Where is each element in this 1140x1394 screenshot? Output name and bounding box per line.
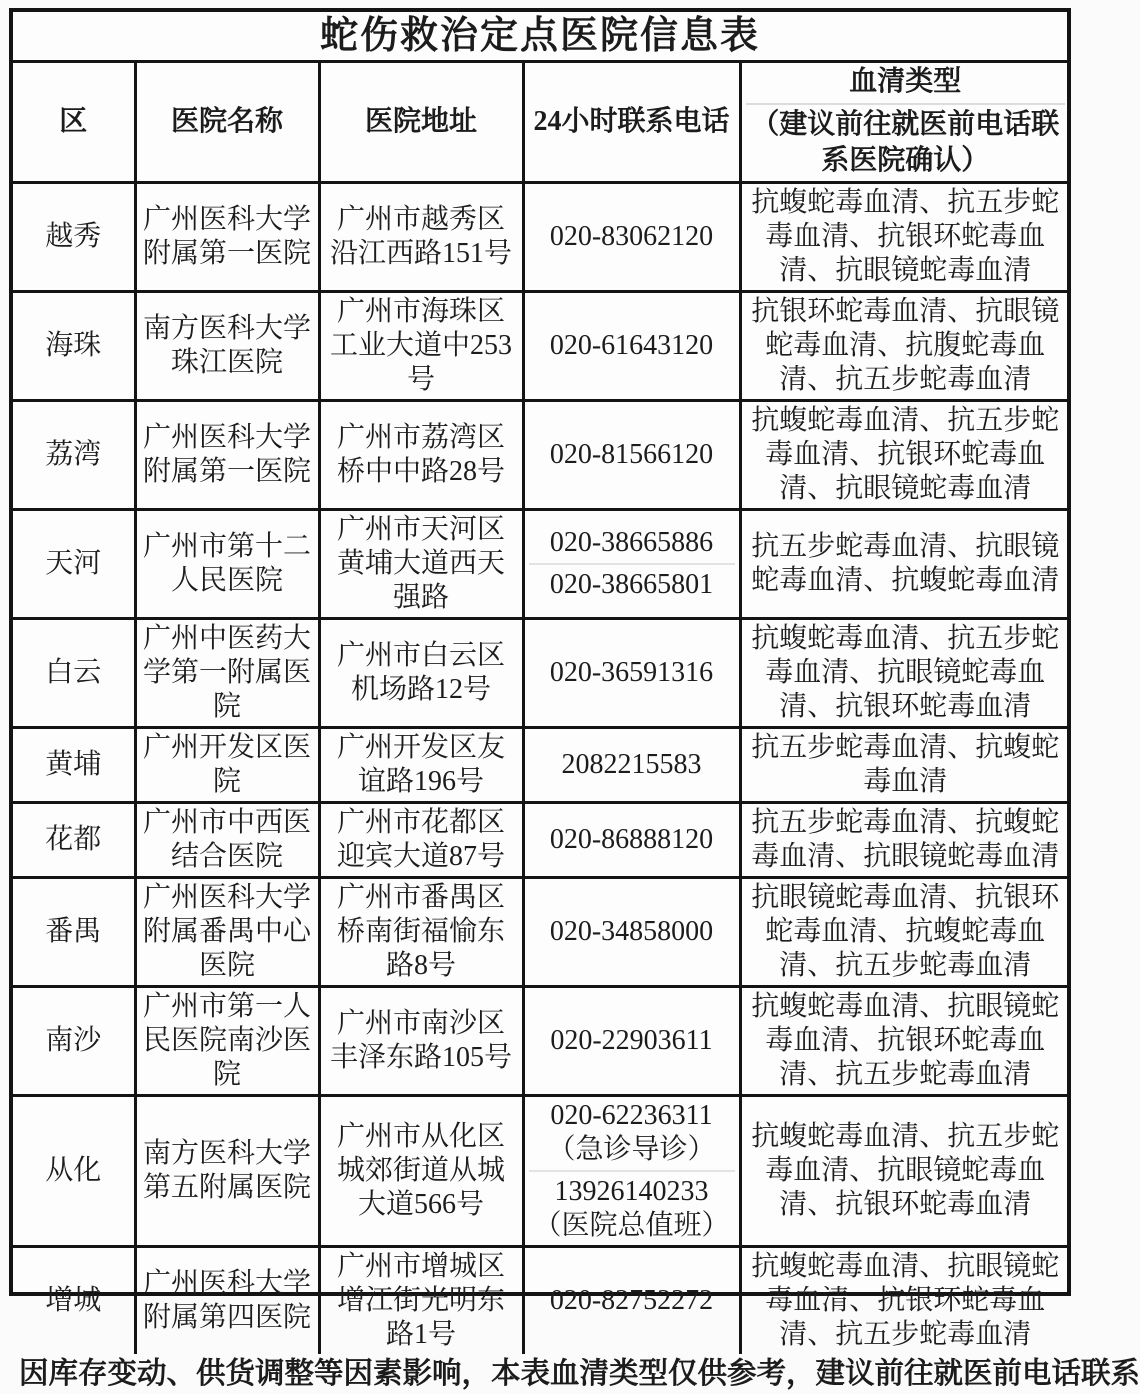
cell-address bbox=[319, 878, 523, 987]
header-serum-type-label: 血清类型 bbox=[746, 65, 1066, 105]
cell-serum bbox=[740, 803, 1069, 878]
table-row bbox=[13, 183, 1069, 292]
hospital-name: 广州开发区医院 bbox=[142, 732, 311, 797]
table-row bbox=[13, 728, 1069, 803]
table-row bbox=[13, 1096, 1069, 1247]
serum-types: 抗眼镜蛇毒血清、抗银环蛇毒血清、抗蝮蛇毒血清、抗五步蛇毒血清 bbox=[751, 882, 1060, 981]
cell-phone bbox=[523, 510, 740, 619]
cell-address bbox=[319, 183, 523, 292]
cell-address bbox=[319, 1096, 523, 1247]
hospital-name: 广州医科大学附属番禺中心医院 bbox=[142, 882, 311, 981]
phone-number: 020-62236311（急诊导诊） bbox=[547, 1100, 716, 1165]
table-row bbox=[13, 401, 1069, 510]
cell-hospital bbox=[135, 183, 319, 292]
phone-number: 020-82752272 bbox=[549, 1285, 714, 1316]
header-hospital-label: 医院名称 bbox=[170, 106, 283, 137]
cell-hospital bbox=[135, 1247, 319, 1355]
cell-phone bbox=[523, 619, 740, 728]
cell-address bbox=[319, 510, 523, 619]
hospital-address: 广州市南沙区丰泽东路105号 bbox=[329, 1008, 512, 1073]
cell-serum bbox=[740, 183, 1069, 292]
hospital-address: 广州市从化区城郊街道从城大道566号 bbox=[336, 1121, 505, 1220]
cell-district bbox=[13, 183, 135, 292]
cell-hospital bbox=[135, 292, 319, 401]
cell-hospital bbox=[135, 878, 319, 987]
table-row bbox=[13, 878, 1069, 987]
district-label: 从化 bbox=[45, 1155, 102, 1186]
hospital-address: 广州市番禺区桥南街福愉东路8号 bbox=[336, 882, 505, 981]
cell-address bbox=[319, 803, 523, 878]
hospital-address: 广州市越秀区沿江西路151号 bbox=[329, 204, 512, 269]
cell-hospital bbox=[135, 510, 319, 619]
phone-number: 020-61643120 bbox=[549, 330, 714, 361]
cell-serum bbox=[740, 292, 1069, 401]
page-title: 蛇伤救治定点医院信息表 bbox=[13, 12, 1067, 63]
hospital-address: 广州市增城区增江街光明东路1号 bbox=[336, 1251, 505, 1350]
cell-district bbox=[13, 878, 135, 987]
header-row bbox=[13, 63, 1069, 183]
hospital-address: 广州市荔湾区桥中中路28号 bbox=[336, 422, 505, 487]
phone-number: 2082215583 bbox=[561, 749, 702, 780]
cell-address bbox=[319, 401, 523, 510]
district-label: 天河 bbox=[45, 548, 102, 579]
cell-district bbox=[13, 803, 135, 878]
hospital-name: 广州医科大学附属第一医院 bbox=[142, 204, 311, 269]
cell-district bbox=[13, 728, 135, 803]
serum-types: 抗蝮蛇毒血清、抗五步蛇毒血清、抗银环蛇毒血清、抗眼镜蛇毒血清 bbox=[751, 405, 1060, 504]
phone-number: 020-34858000 bbox=[549, 916, 714, 947]
cell-serum bbox=[740, 1096, 1069, 1247]
district-label: 南沙 bbox=[45, 1025, 102, 1056]
cell-district bbox=[13, 1096, 135, 1247]
serum-types: 抗银环蛇毒血清、抗眼镜蛇毒血清、抗腹蛇毒血清、抗五步蛇毒血清 bbox=[751, 296, 1060, 395]
hospital-info-sheet bbox=[9, 8, 1140, 1390]
cell-hospital bbox=[135, 401, 319, 510]
serum-types: 抗蝮蛇毒血清、抗五步蛇毒血清、抗银环蛇毒血清、抗眼镜蛇毒血清 bbox=[751, 187, 1060, 286]
phone-number: 020-38665886 bbox=[549, 527, 714, 558]
cell-district bbox=[13, 292, 135, 401]
district-label: 番禺 bbox=[45, 916, 102, 947]
serum-types: 抗蝮蛇毒血清、抗眼镜蛇毒血清、抗银环蛇毒血清、抗五步蛇毒血清 bbox=[751, 1251, 1060, 1350]
district-label: 黄埔 bbox=[45, 749, 102, 780]
table-row bbox=[13, 803, 1069, 878]
phone-number: 13926140233（医院总值班） bbox=[529, 1170, 735, 1243]
cell-address bbox=[319, 987, 523, 1096]
serum-types: 抗蝮蛇毒血清、抗五步蛇毒血清、抗眼镜蛇毒血清、抗银环蛇毒血清 bbox=[751, 623, 1060, 722]
table-row bbox=[13, 987, 1069, 1096]
phone-number: 020-86888120 bbox=[549, 824, 714, 855]
serum-types: 抗五步蛇毒血清、抗蝮蛇毒血清 bbox=[751, 732, 1060, 797]
cell-district bbox=[13, 1247, 135, 1355]
cell-phone bbox=[523, 878, 740, 987]
hospital-name: 广州医科大学附属第一医院 bbox=[142, 422, 311, 487]
district-label: 越秀 bbox=[45, 221, 102, 252]
phone-number: 020-81566120 bbox=[549, 439, 714, 470]
cell-serum bbox=[740, 728, 1069, 803]
cell-phone bbox=[523, 803, 740, 878]
hospital-name: 南方医科大学珠江医院 bbox=[142, 313, 311, 378]
phone-number: 020-38665801 bbox=[529, 563, 735, 602]
district-label: 荔湾 bbox=[45, 439, 102, 470]
cell-address bbox=[319, 1247, 523, 1355]
cell-serum bbox=[740, 401, 1069, 510]
phone-number: 020-36591316 bbox=[549, 657, 714, 688]
table-row bbox=[13, 1247, 1069, 1355]
header-district bbox=[13, 63, 135, 183]
footer-note: 因库存变动、供货调整等因素影响，本表血清类型仅供参考，建议前往就医前电话联系 bbox=[19, 1358, 1140, 1390]
cell-serum bbox=[740, 619, 1069, 728]
cell-hospital bbox=[135, 987, 319, 1096]
header-phone bbox=[523, 63, 740, 183]
cell-phone bbox=[523, 183, 740, 292]
hospital-address: 广州市天河区黄埔大道西天强路 bbox=[336, 514, 505, 613]
table-row bbox=[13, 510, 1069, 619]
table-row bbox=[13, 619, 1069, 728]
district-label: 白云 bbox=[45, 657, 102, 688]
phone-number: 020-22903611 bbox=[550, 1025, 713, 1056]
cell-phone bbox=[523, 1096, 740, 1247]
serum-types: 抗蝮蛇毒血清、抗眼镜蛇毒血清、抗银环蛇毒血清、抗五步蛇毒血清 bbox=[751, 991, 1060, 1090]
header-address bbox=[319, 63, 523, 183]
serum-types: 抗五步蛇毒血清、抗眼镜蛇毒血清、抗蝮蛇毒血清 bbox=[751, 531, 1060, 596]
table-row bbox=[13, 292, 1069, 401]
hospital-name: 广州市中西医结合医院 bbox=[142, 807, 311, 872]
phone-number: 020-83062120 bbox=[549, 221, 714, 252]
table-header bbox=[13, 63, 1069, 183]
header-serum-note: （建议前往就医前电话联系医院确认） bbox=[751, 109, 1060, 176]
serum-types: 抗蝮蛇毒血清、抗五步蛇毒血清、抗眼镜蛇毒血清、抗银环蛇毒血清 bbox=[751, 1121, 1060, 1220]
district-label: 花都 bbox=[45, 824, 102, 855]
cell-phone bbox=[523, 987, 740, 1096]
cell-serum bbox=[740, 987, 1069, 1096]
cell-serum bbox=[740, 1247, 1069, 1355]
serum-types: 抗五步蛇毒血清、抗蝮蛇毒血清、抗眼镜蛇毒血清 bbox=[751, 807, 1060, 872]
cell-address bbox=[319, 619, 523, 728]
hospital-name: 广州医科大学附属第四医院 bbox=[142, 1268, 311, 1333]
cell-hospital bbox=[135, 728, 319, 803]
cell-district bbox=[13, 987, 135, 1096]
cell-district bbox=[13, 401, 135, 510]
hospital-name: 广州市第十二人民医院 bbox=[142, 531, 311, 596]
header-serum bbox=[740, 63, 1069, 183]
hospital-address: 广州市花都区迎宾大道87号 bbox=[336, 807, 505, 872]
header-phone-label: 24小时联系电话 bbox=[533, 106, 730, 137]
cell-phone bbox=[523, 728, 740, 803]
district-label: 海珠 bbox=[45, 330, 102, 361]
hospital-address: 广州开发区友谊路196号 bbox=[336, 732, 505, 797]
header-address-label: 医院地址 bbox=[364, 106, 477, 137]
cell-address bbox=[319, 728, 523, 803]
hospital-name: 南方医科大学第五附属医院 bbox=[142, 1138, 311, 1203]
hospital-table-body bbox=[13, 183, 1069, 1355]
hospital-address: 广州市海珠区工业大道中253号 bbox=[329, 296, 512, 395]
hospital-table bbox=[13, 63, 1069, 1354]
cell-hospital bbox=[135, 803, 319, 878]
cell-district bbox=[13, 510, 135, 619]
header-hospital bbox=[135, 63, 319, 183]
cell-district bbox=[13, 619, 135, 728]
district-label: 增城 bbox=[45, 1285, 102, 1316]
cell-phone bbox=[523, 401, 740, 510]
hospital-name: 广州市第一人民医院南沙医院 bbox=[142, 991, 311, 1090]
cell-serum bbox=[740, 878, 1069, 987]
hospital-address: 广州市白云区机场路12号 bbox=[336, 640, 505, 705]
hospital-name: 广州中医药大学第一附属医院 bbox=[142, 623, 311, 722]
cell-hospital bbox=[135, 1096, 319, 1247]
cell-phone bbox=[523, 1247, 740, 1355]
cell-phone bbox=[523, 292, 740, 401]
cell-serum bbox=[740, 510, 1069, 619]
cell-hospital bbox=[135, 619, 319, 728]
header-district-label: 区 bbox=[59, 106, 88, 137]
cell-address bbox=[319, 292, 523, 401]
